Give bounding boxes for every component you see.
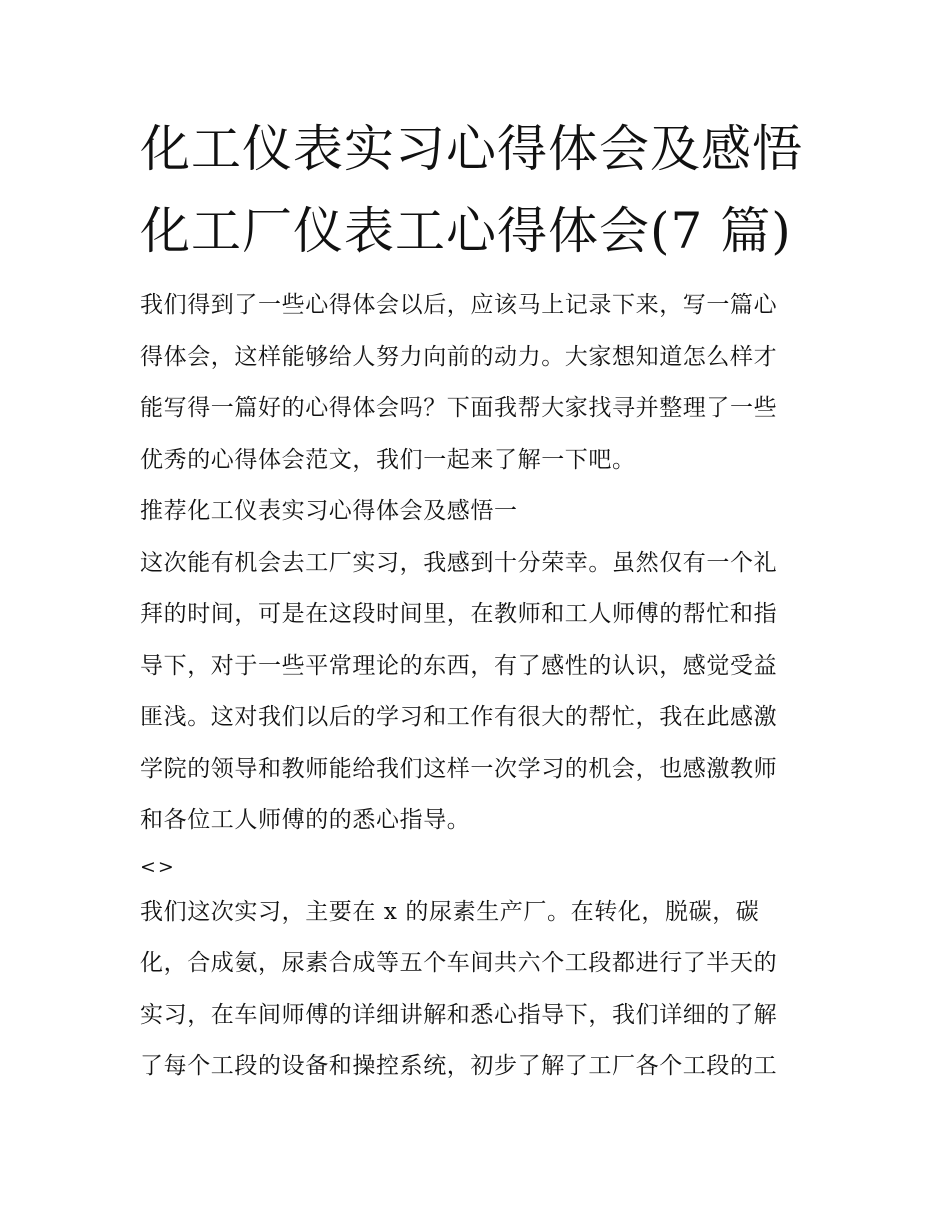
paragraph-line: 这次能有机会去工厂实习，我感到十分荣幸。虽然仅有一个礼	[140, 549, 778, 576]
intro-line: 我们得到了一些心得体会以后，应该马上记录下来，写一篇心	[140, 292, 778, 318]
paragraph-line: 化，合成氨，尿素合成等五个车间共六个工段都进行了半天的	[140, 950, 778, 976]
marker-text: <>	[140, 855, 176, 878]
paragraph-line: 我们这次实习，主要在 x 的尿素生产厂。在转化，脱碳，碳	[140, 898, 760, 925]
paragraph-line: 和各位工人师傅的的悉心指导。	[140, 807, 471, 833]
intro-line: 能写得一篇好的心得体会吗？下面我帮大家找寻并整理了一些	[140, 395, 778, 421]
intro-line: 优秀的心得体会范文，我们一起来了解一下吧。	[140, 446, 636, 473]
paragraph-line: 学院的领导和教师能给我们这样一次学习的机会，也感激教师	[140, 755, 778, 782]
document-title	[140, 108, 820, 272]
title-line-1: 化工仪表实习心得体会及感悟	[140, 120, 803, 178]
paragraph-line: 匪浅。这对我们以后的学习和工作有很大的帮忙，我在此感激	[140, 704, 778, 730]
section-heading-text: 推荐化工仪表实习心得体会及感悟一	[140, 498, 518, 524]
marker-line	[140, 847, 812, 887]
intro-line: 得体会，这样能够给人努力向前的动力。大家想知道怎么样才	[140, 343, 778, 370]
intro-paragraph	[140, 280, 812, 486]
document-body	[140, 280, 812, 1093]
paragraph-line: 导下，对于一些平常理论的东西，有了感性的认识，感觉受益	[140, 652, 778, 679]
title-line-2: 化工厂仪表工心得体会(7 篇)	[140, 202, 792, 260]
paragraph-2	[140, 887, 812, 1093]
paragraph-line: 实习，在车间师傅的详细讲解和悉心指导下，我们详细的了解	[140, 1001, 778, 1028]
section-heading	[140, 486, 812, 538]
paragraph-1	[140, 538, 812, 847]
paragraph-line: 拜的时间，可是在这段时间里，在教师和工人师傅的帮忙和指	[140, 601, 778, 627]
paragraph-line: 了每个工段的设备和操控系统，初步了解了工厂各个工段的工	[140, 1053, 778, 1079]
